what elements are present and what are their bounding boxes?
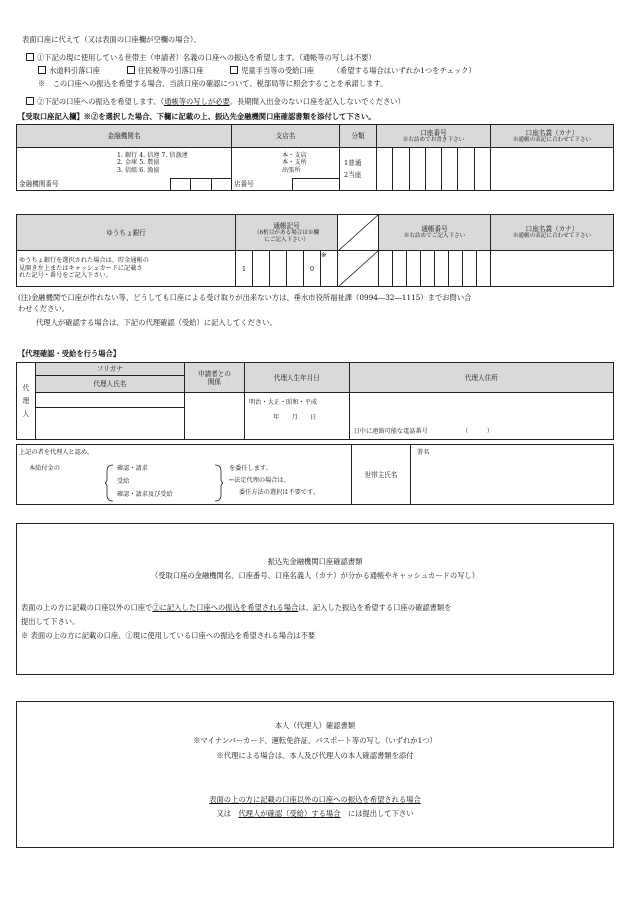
delegation-line-2: 本給付金の [29,465,60,472]
box1-title: 振込先金融機関口座確認書類 [267,557,363,566]
account-digit-6[interactable] [458,148,474,191]
note-line-3: 代理人が確認する場合は、下記の代理確認（受給）に記入してください。 [36,318,277,327]
box2-line-2: ※代理による場合は、本人及び代理人の本人確認書類を添付 [216,751,414,760]
signature-label: 署名 [417,449,430,456]
box1-body-1-underline: ②に記入した口座への振込を希望される場合 [152,603,299,612]
account-type-current: 2当座 [344,171,362,179]
bank-code-label: 金融機関番号 [17,179,171,191]
header-passbook-number-note: ※右詰めでご記入下さい [403,233,466,240]
symbol-digit-1: 1 [236,251,253,287]
header-yucho: ゆうちょ銀行 [17,215,236,251]
box2-line-4-b: には提出して下さい [347,809,414,818]
branch-type-line-2: 本・支所 [282,159,307,167]
diagonal-line-icon [338,251,378,287]
number-digit-3[interactable] [406,251,420,287]
option-2-label-b: 。長期間入出金のない口座を記入しないでください） [229,97,405,106]
diagonal-cell [338,215,379,251]
header-passbook-number [379,215,491,251]
bank-type-line-2: 2. 金庫 5. 農協 [117,159,160,167]
diagonal-cell-2 [338,251,379,287]
note-line-2: わせください。 [18,304,70,313]
address-cell[interactable] [349,393,613,440]
account-type-cell[interactable] [340,148,377,191]
bank-type-line-3: 3. 信組 6. 漁協 [117,166,160,174]
option-2 [26,97,405,106]
box2-line-4-a: 又は [216,809,232,818]
box1-body-3: ※ 表面の上の方に記載の口座、①現に使用している口座への振込を希望される場合は不要 [21,631,316,640]
choice-tax-label: 住民税等の引落口座 [137,66,204,75]
account-section-title: 【受取口座記入欄】※②を選択した場合、下欄に記載の上、振込先金融機関口座確認書類を添付して下さい。 [18,112,376,121]
header-furigana: フリガナ [35,363,184,376]
yucho-description [17,251,236,287]
yucho-desc-1: ゆうちょ銀行を選択された場合は、貯金通帳の [19,257,149,265]
header-symbol-note-1: （6桁目がある場合は※欄 [253,229,320,236]
box2-line-3: 表面の上の方に記載の口座以外の口座への振込を希望される場合 [209,795,421,804]
bank-type-cell[interactable] [17,148,232,179]
header-relation-2: 関係 [207,377,222,386]
yucho-holder-input[interactable] [491,251,614,287]
choice-confirm-claim[interactable]: 確認・請求 [117,465,148,472]
note-line-1: (注)金融機関で口座が作れない等、どうしても口座による受け取りが出来ない方は、垂水市役所福祉課（0994―32―1115）までお問い合 [18,293,472,302]
account-type-ordinary: 1普通 [344,159,362,167]
birth-cell[interactable] [245,393,350,440]
box1-body-1-a: 表面の上の方に記載の口座以外の口座で [21,603,153,612]
choice-allowance-label: 児童手当等の受給口座 [241,66,315,75]
branch-type-line-3: 出張所 [282,166,301,174]
header-relation-1: 申請者との [197,369,231,378]
delegation-table [16,444,614,505]
delegation-cell [17,445,352,505]
option-1-note: ※ この口座への振込を希望する場合、当該口座の確認について、税部局等に照会することを承諾します。 [38,79,388,88]
agent-side-3: 人 [22,409,30,418]
header-account-holder [491,125,614,148]
bank-account-table [16,124,614,191]
symbol-star-cell[interactable]: ※ [321,251,338,287]
signature-cell[interactable] [411,445,614,505]
agent-name-input[interactable] [36,408,184,439]
birth-eras: 明治・大正・昭和・平成 [249,399,318,406]
account-digit-5[interactable] [442,148,458,191]
bank-code-digit-2[interactable] [191,179,211,191]
agent-table [16,362,614,440]
delegation-choices [105,463,223,503]
bank-type-line-1: 1. 銀行 4. 信連 7. 信漁連 [117,151,188,159]
choice-water-checkbox[interactable] [38,66,46,74]
box1-subtitle: （受取口座の金融機関名、口座番号、口座名義人（カナ）が分かる通帳やキャッシュカードの写し） [150,571,480,580]
delegation-line-5: 委任方法の選択は不要です。 [239,489,319,496]
header-account-number-note: ※右詰めでお書き下さい [402,136,465,143]
option-2-label-underline: 通帳等の写しが必要 [164,97,230,106]
header-account-number [377,125,491,148]
number-digit-4[interactable] [420,251,434,287]
account-digit-2[interactable] [393,148,409,191]
header-address: 代理人住所 [349,363,613,393]
symbol-digit-4[interactable] [287,251,304,287]
branch-code-label: 店番号 [232,179,293,191]
header-passbook-symbol [236,215,338,251]
header-birth: 代理人生年月日 [245,363,350,393]
account-document-box [16,523,614,675]
header-branch-name: 支店名 [232,125,340,148]
choice-allowance-checkbox[interactable] [230,66,238,74]
option-1-choices [38,66,476,75]
agent-side-1: 代 [22,383,30,392]
account-digit-3[interactable] [409,148,425,191]
delegation-line-3: を委任します。 [229,465,272,472]
agent-side-label [17,363,36,440]
delegation-line-4: ←法定代理の場合は、 [229,477,290,484]
box2-line-4 [17,809,613,818]
option-1-checkbox[interactable] [26,53,34,61]
choice-both[interactable]: 確認・請求及び受給 [117,491,173,498]
option-1 [26,53,376,62]
relation-input[interactable] [184,393,244,440]
header-account-type: 分類 [340,125,377,148]
phone-label: 日中に連絡可能な電話番号 [353,427,428,435]
number-digit-2[interactable] [392,251,406,287]
bank-code-digit-1[interactable] [170,179,190,191]
branch-type-line-1: 本・支店 [282,151,307,159]
header-account-number-label: 口座番号 [420,128,447,137]
option-1-label: ①下記の現に使用している世帯主（申請者）名義の口座への振込を希望します。（通帳等の写しは不要） [37,53,376,62]
bank-code-digit-3[interactable] [211,179,231,191]
intro-line: 表面口座に代えて（又は表面の口座欄が空欄の場合）、 [22,35,201,44]
diagonal-line-icon [338,215,378,251]
number-digit-8[interactable] [476,251,490,287]
furigana-input[interactable] [36,393,184,408]
header-account-holder-note: ※通帳の表記に合わせて下さい [512,136,592,143]
account-digit-7[interactable] [474,148,490,191]
header-account-holder-label: 口座名義（カナ） [525,128,579,137]
header-yucho-holder-note: ※通帳の表記に合わせて下さい [512,233,592,240]
header-relation [184,363,244,393]
agent-section-title: 【代理確認・受給を行う場合】 [18,349,121,358]
option-2-label-a: ②下記の口座への振込を希望します。（ [37,97,165,106]
box1-body-1 [21,603,452,612]
branch-type-cell[interactable] [232,148,340,179]
number-digit-6[interactable] [448,251,462,287]
yucho-desc-2: 見開き左上またはキャッシュカードに記載さ [19,264,143,272]
choice-receive[interactable]: 受給 [117,478,130,485]
header-symbol-note-2: にご記入下さい） [264,236,309,243]
delegation-line-1: 上記の者を代理人と認め、 [19,449,94,456]
birth-ymd: 年 月 日 [273,413,317,421]
box2-title: 本人（代理人）確認書類 [274,721,356,730]
box2-line-1: ※マイナンバーカード、運転免許証、パスポート等の写し（いずれか1つ） [193,736,437,745]
header-yucho-holder-label: 口座名義（カナ） [525,225,579,234]
header-bank-name: 金融機関名 [17,125,232,148]
householder-label: 世帯主氏名 [352,445,411,505]
agent-side-2: 理 [22,396,30,405]
header-passbook-number-label: 通帳番号 [421,225,448,234]
yucho-table [16,214,614,287]
choice-note: （希望する場合はいずれか1つをチェック） [332,66,476,75]
branch-code-input[interactable] [293,179,340,191]
box1-body-1-b: は、記入した振込を希望する口座の確認書類を [298,603,452,612]
symbol-digit-2[interactable] [253,251,270,287]
account-holder-input[interactable] [491,148,614,191]
choice-tax-checkbox[interactable] [127,66,135,74]
number-digit-1[interactable] [379,251,393,287]
header-yucho-holder [491,215,614,251]
identity-document-box [16,701,614,848]
agent-name-cell [35,393,184,440]
phone-paren: （ ） [462,427,494,435]
number-digit-5[interactable] [434,251,448,287]
yucho-desc-3: れた記号・番号をご記入下さい。 [19,272,112,280]
option-2-checkbox[interactable] [26,97,34,105]
box2-line-4-underline: 代理人が確認（受給）する場合 [238,809,341,818]
symbol-digit-3[interactable] [270,251,287,287]
number-digit-7[interactable] [462,251,476,287]
symbol-digit-5: 0 [304,251,321,287]
box1-body-2: 提出して下さい。 [21,617,80,626]
account-digit-4[interactable] [425,148,441,191]
header-passbook-symbol-label: 通帳記号 [273,221,300,230]
account-digit-1[interactable] [377,148,393,191]
header-agent-name: 代理人氏名 [35,376,184,393]
choice-water-label: 水道料引落口座 [49,66,101,75]
